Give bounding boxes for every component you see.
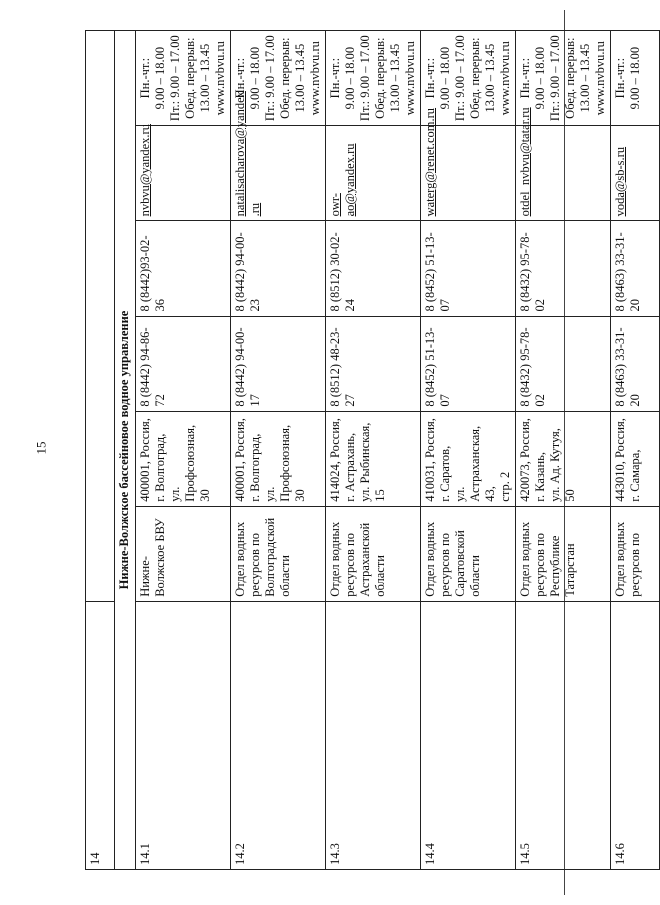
section-title: Нижне-Волжское бассейновое водное управление: [115, 31, 136, 870]
rotated-table-container: [85, 30, 642, 870]
office-name: Отдел водных ресурсов по Саратовской области: [421, 506, 516, 601]
office-phone: 8 (8512) 48-23-27: [326, 316, 421, 411]
row-number: 14.2: [231, 601, 326, 869]
office-address: 420073, Россия, г. Казань, ул. Ад. Кутуя, 50: [516, 411, 611, 506]
office-fax: 8 (8512) 30-02-24: [326, 221, 421, 316]
office-name: Отдел водных ресурсов по Волгоградской области: [231, 506, 326, 601]
office-fax: 8 (8432) 95-78-02: [516, 221, 611, 316]
row-number: 14.3: [326, 601, 421, 869]
office-name: Отдел водных ресурсов по Астраханской области: [326, 506, 421, 601]
office-email-link[interactable]: voda@sb-s.ru: [611, 126, 660, 221]
office-address: 443010, Россия, г. Самара,: [611, 411, 660, 506]
office-phone: 8 (8432) 95-78-02: [516, 316, 611, 411]
page-number: 15: [33, 441, 49, 455]
section-spacer: [86, 31, 115, 602]
row-number: 14.5: [516, 601, 611, 869]
office-phone: 8 (8463) 33-31-20: [611, 316, 660, 411]
table-row: [136, 31, 231, 870]
row-number: 14.1: [136, 601, 231, 869]
office-email-link[interactable]: owr-ao@yandex.ru: [326, 126, 421, 221]
office-phone: 8 (8442) 94-86-72: [136, 316, 231, 411]
office-name: Отдел водных ресурсов по: [611, 506, 660, 601]
office-address: 410031, Россия, г. Саратов, ул. Астраханская, 43, стр. 2: [421, 411, 516, 506]
office-fax: 8 (8463) 33-31-20: [611, 221, 660, 316]
row-number: 14.6: [611, 601, 660, 869]
table-row: [231, 31, 326, 870]
office-name: Нижне- Волжское БВУ: [136, 506, 231, 601]
office-email-link[interactable]: nvbvu@yandex.ru: [136, 126, 231, 221]
office-hours: Пн.-чт.: 9.00 – 18.00 Пт.: 9.00 – 17.00 Обед. перерыв: 13.00 – 13.45 www.nvbvu.ru: [326, 31, 421, 126]
office-email-link[interactable]: waterg@renet.com.ru: [421, 126, 516, 221]
office-hours: Пн.-чт.: 9.00 – 18.00: [611, 31, 660, 126]
office-fax: 8 (8442)93-02-36: [136, 221, 231, 316]
section-number: 14: [86, 601, 115, 869]
water-resources-table: [85, 30, 660, 870]
section-number-row: [86, 31, 115, 870]
office-name: Отдел водных ресурсов по Республике Татарстан: [516, 506, 611, 601]
office-hours: Пн.-чт.: 9.00 – 18.00 Пт.: 9.00 – 17.00 Обед. перерыв: 13.00 – 13.45 www.nvbvu.ru: [231, 31, 326, 126]
office-address: 400001, Россия, г. Волгоград, ул. Профсоюзная, 30: [231, 411, 326, 506]
office-fax: 8 (8452) 51-13-07: [421, 221, 516, 316]
table-row: [516, 31, 611, 870]
office-hours: Пн.-чт.: 9.00 – 18.00 Пт.: 9.00 – 17.00 Обед. перерыв: 13.00 – 13.45 www.nvbvu.ru: [136, 31, 231, 126]
table-row: [326, 31, 421, 870]
office-address: 400001, Россия, г. Волгоград, ул. Профсоюзная, 30: [136, 411, 231, 506]
office-email-link[interactable]: natalisacharova@yandex .ru: [231, 126, 326, 221]
table-row: [611, 31, 660, 870]
office-phone: 8 (8442) 94-00-17: [231, 316, 326, 411]
section-title-row: [115, 31, 136, 870]
office-fax: 8 (8442) 94-00-23: [231, 221, 326, 316]
office-phone: 8 (8452) 51-13-07: [421, 316, 516, 411]
row-number: 14.4: [421, 601, 516, 869]
office-email-link[interactable]: otdel_nvbvu@tatar.ru: [516, 126, 611, 221]
office-hours: Пн.-чт.: 9.00 – 18.00 Пт.: 9.00 – 17.00 Обед. перерыв: 13.00 – 13.45 www.nvbvu.ru: [421, 31, 516, 126]
office-address: 414024, Россия, г. Астрахань, ул. Рыбинская, 15: [326, 411, 421, 506]
office-hours: Пн.-чт.: 9.00 – 18.00 Пт.: 9.00 – 17.00 Обед. перерыв: 13.00 – 13.45 www.nvbvu.ru: [516, 31, 611, 126]
table-row: [421, 31, 516, 870]
